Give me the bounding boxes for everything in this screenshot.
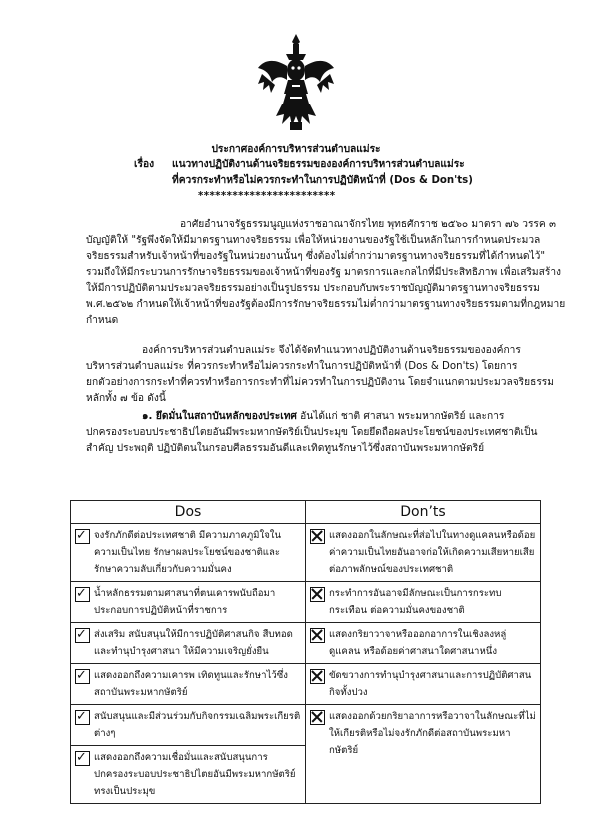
subject-line-2: ที่ควรกระทำหรือไม่ควรกระทำในการปฏิบัติหน้าที่ (Dos & Don'ts) <box>172 175 473 186</box>
subject-label: เรื่อง <box>134 159 155 170</box>
principle-1-heading: ๑. ยึดมั่นในสถาบันหลักของประเทศ <box>142 411 297 422</box>
dos-cell <box>71 524 306 582</box>
checkbox-crossed-icon <box>310 710 325 725</box>
table-row <box>71 524 541 582</box>
donts-header: Don’ts <box>306 501 541 524</box>
donts-cell <box>306 524 541 582</box>
checkbox-checked-icon <box>75 628 90 643</box>
dos-text: จงรักภักดีต่อประเทศชาติ มีความภาคภูมิใจในความเป็นไทย รักษาผลประโยชน์ของชาติและรักษาความลับเกี่ยวกับความมั่นคง <box>94 530 282 575</box>
separator-stars: ************************ <box>198 191 336 202</box>
document-title: ประกาศองค์การบริหารส่วนตำบลแม่ระ <box>211 144 381 155</box>
paragraph-1-line-2: บัญญัติให้ "รัฐพึงจัดให้มีมาตรฐานทางจริยธรรม เพื่อให้หน่วยงานของรัฐใช้เป็นหลักในการกำหนดประมวล <box>86 235 541 246</box>
donts-cell <box>306 582 541 623</box>
garuda-emblem-icon <box>256 30 336 138</box>
table-row <box>71 582 541 623</box>
donts-text: แสดงกริยาวาจาหรือออกอาการในเชิงลงหลู่ดูแคลน หรือด้อยค่าศาสนาใดศาสนาหนึ่ง <box>329 629 507 657</box>
dos-cell <box>71 664 306 705</box>
principle-1-line-2: ปกครองระบอบประชาธิปไตยอันมีพระมหากษัตริย์เป็นประมุข โดยยึดถือผลประโยชน์ของประเทศชาติเป็น <box>86 427 538 438</box>
checkbox-checked-icon <box>75 710 90 725</box>
table-row <box>71 623 541 664</box>
dos-cell <box>71 705 306 746</box>
dos-donts-table <box>70 500 541 804</box>
checkbox-checked-icon <box>75 587 90 602</box>
checkbox-crossed-icon <box>310 669 325 684</box>
subject-line-1: แนวทางปฏิบัติงานด้านจริยธรรมขององค์การบริหารส่วนตำบลแม่ระ <box>172 159 465 170</box>
paragraph-2-line-4: หลักทั้ง ๗ ข้อ ดังนี้ <box>86 393 166 404</box>
dos-cell <box>71 623 306 664</box>
principle-1-line-1-rest: อันได้แก่ ชาติ ศาสนา พระมหากษัตริย์ และการ <box>296 411 505 422</box>
checkbox-checked-icon <box>75 529 90 544</box>
dos-cell <box>71 746 306 804</box>
paragraph-2-line-3: ยกตัวอย่างการกระทำที่ควรทำหรือการกระทำที่ไม่ควรทำในการปฏิบัติงาน โดยจำแนกตามประมวลจริยธรรม <box>86 377 554 388</box>
paragraph-1-line-5: ให้มีการปฏิบัติตามประมวลจริยธรรมอย่างเป็นรูปธรรม ประกอบกับพระราชบัญญัติมาตรฐานทางจริยธรรม <box>86 283 540 294</box>
checkbox-crossed-icon <box>310 529 325 544</box>
checkbox-checked-icon <box>75 751 90 766</box>
donts-cell <box>306 623 541 664</box>
dos-text: สนับสนุนและมีส่วนร่วมกับกิจกรรมเฉลิมพระเกียรติต่างๆ <box>94 711 301 739</box>
paragraph-1-line-6: พ.ศ.๒๕๖๒ กำหนดให้เจ้าหน้าที่ของรัฐต้องมีการรักษาจริยธรรมไม่ต่ำกว่ามาตรฐานทางจริยธรรมตามที่กฎหมาย <box>86 299 566 310</box>
dos-text: แสดงออกถึงความเคารพ เทิดทูนและรักษาไว้ซึ่ง สถาบันพระมหากษัตริย์ <box>94 670 288 698</box>
principle-1-line-1 <box>142 410 504 424</box>
dos-text: แสดงออกถึงความเชื่อมั่นและสนับสนุนการปกครองระบอบประชาธิปไตยอันมีพระมหากษัตริย์ทรงเป็นประมุข <box>94 752 296 797</box>
checkbox-crossed-icon <box>310 587 325 602</box>
paragraph-1-line-4: รวมถึงให้มีกระบวนการรักษาจริยธรรมของเจ้าหน้าที่ของรัฐ มาตรการและกลไกที่มีประสิทธิภาพ เพื่อเสริมสร้าง <box>86 267 562 278</box>
dos-text: ส่งเสริม สนับสนุนให้มีการปฏิบัติศาสนกิจ สืบทอด และทำนุบำรุงศาสนา ให้มีความเจริญยั่งยืน <box>94 629 293 657</box>
checkbox-crossed-icon <box>310 628 325 643</box>
paragraph-2-line-2: บริหารส่วนตำบลแม่ระ ที่ควรกระทำหรือไม่ควรกระทำในการปฏิบัติหน้าที่ (Dos & Don'ts) โดยการ <box>86 361 518 372</box>
table-row <box>71 664 541 705</box>
dos-header: Dos <box>71 501 306 524</box>
paragraph-1-line-3: จริยธรรมสำหรับเจ้าหน้าที่ของรัฐในหน่วยงานนั้นๆ ซึ่งต้องไม่ต่ำกว่ามาตรฐานทางจริยธรรมที่ได้กำหนดไว้" <box>86 251 545 262</box>
principle-1-line-3: สำคัญ ประพฤติ ปฏิบัติตนในกรอบศีลธรรมอันดีและเทิดทูนรักษาไว้ซึ่งสถาบันพระมหากษัตริย์ <box>86 443 485 454</box>
checkbox-checked-icon <box>75 669 90 684</box>
table-header-row <box>71 501 541 524</box>
donts-text: กระทำการอันอาจมีลักษณะเป็นการกระทบกระเทือน ต่อความมั่นคงของชาติ <box>329 588 502 616</box>
donts-text: แสดงออกในลักษณะที่ส่อไปในทางดูแคลนหรือด้อยค่าความเป็นไทยอันอาจก่อให้เกิดความเสียหายเสียต่อภาพลักษณ์ของประเทศชาติ <box>329 530 536 575</box>
table-row <box>71 705 541 746</box>
paragraph-2-line-1: องค์การบริหารส่วนตำบลแม่ระ จึงได้จัดทำแนวทางปฏิบัติงานด้านจริยธรรมขององค์การ <box>142 345 521 356</box>
donts-text: แสดงออกด้วยกริยาอาการหรือวาจาในลักษณะที่ไม่ให้เกียรติหรือไม่จงรักภักดีต่อสถาบันพระมหากษัตริย์ <box>329 711 536 756</box>
dos-cell <box>71 582 306 623</box>
donts-text: ขัดขวางการทำนุบำรุงศาสนาและการปฏิบัติศาสนกิจทั้งปวง <box>329 670 532 698</box>
paragraph-1-line-1: อาศัยอำนาจรัฐธรรมนูญแห่งราชอาณาจักรไทย พุทธศักราช ๒๕๖๐ มาตรา ๗๖ วรรค ๓ <box>180 219 556 230</box>
donts-cell <box>306 664 541 705</box>
dos-text: น้ำหลักธรรมตามศาสนาที่ตนเคารพนับถือมาประกอบการปฏิบัติหน้าที่ราชการ <box>94 588 276 616</box>
paragraph-1-line-7: กำหนด <box>86 315 119 326</box>
donts-cell <box>306 705 541 804</box>
